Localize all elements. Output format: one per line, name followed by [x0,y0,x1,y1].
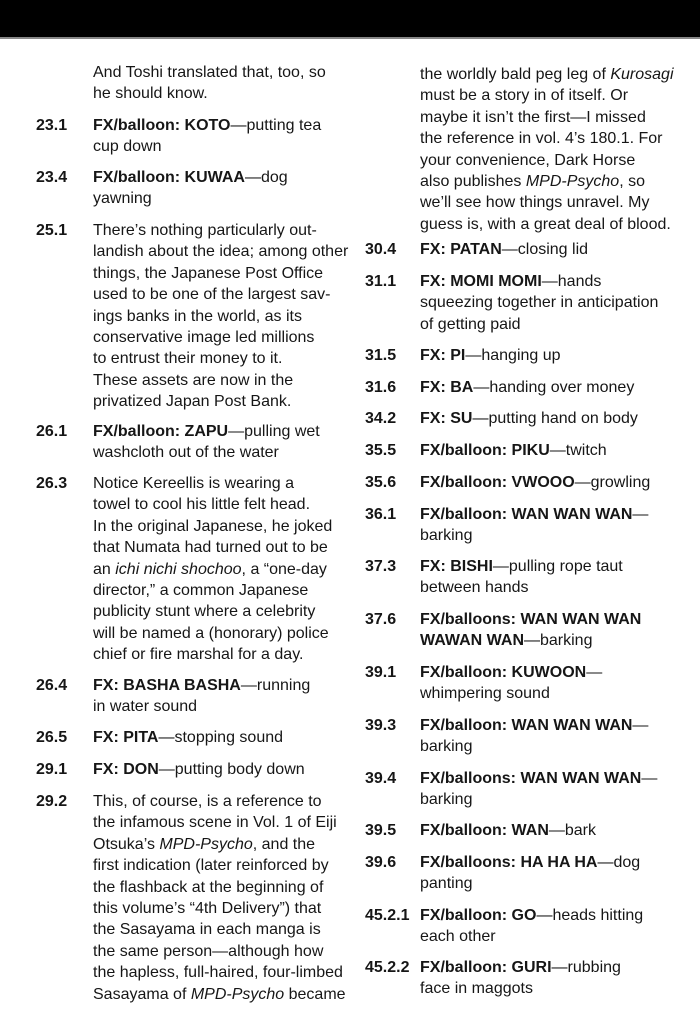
text-line [93,327,348,348]
text-line [420,736,648,757]
note-page-number: 37.6 [365,611,397,628]
note-text [420,715,648,758]
text-line [93,494,332,515]
text-line [420,789,657,810]
italic-title: MPD-Psycho [159,835,253,853]
sound-effect-label: FX: PITA [93,729,159,746]
note-page-number: 39.1 [365,664,397,681]
text-line [93,442,320,463]
text-run: that Numata had turned out to be [93,539,328,557]
sound-effect-label: FX: BA [420,379,474,396]
text-run: the flashback at the beginning of [93,878,324,896]
text-run: chief or fire marshal for a day. [93,646,304,664]
sound-effect-label: FX/balloon: VWOOO [420,474,575,491]
note-page-number: 25.1 [36,222,68,239]
text-run: landish about the idea; among other [93,243,349,261]
text-line [93,696,310,717]
text-run: this volume’s “4th Delivery”) that [93,900,322,918]
note-text [93,727,283,748]
text-run: of getting paid [420,315,521,333]
text-line [420,926,643,947]
text-line [420,556,623,577]
text-line [420,314,658,335]
text-run: —stopping sound [158,729,284,746]
note-text [93,473,332,666]
text-run: we’ll see how things unravel. My [420,194,650,212]
italic-title: MPD-Psycho [190,985,285,1003]
text-run: maybe it isn’t the first—I missed [420,108,646,126]
text-line [93,167,288,188]
text-run: yawning [93,190,152,208]
sound-effect-label: FX: BASHA BASHA [93,677,241,694]
text-line [93,791,346,812]
sound-effect-label: FX: MOMI MOMI [420,273,542,290]
text-line [93,855,346,876]
text-line [93,898,346,919]
text-line [420,85,674,106]
text-run: —putting tea [230,117,322,134]
note-text [93,220,348,413]
text-line [93,812,346,833]
note-text [93,421,320,464]
text-run: the Sasayama in each manga is [93,921,321,939]
text-line [93,136,321,157]
text-run: Sasayama of [93,985,191,1003]
text-run: —heads hitting [536,907,644,924]
text-run: — [586,664,603,681]
text-run: —handing over money [473,379,635,396]
text-run: privatized Japan Post Bank. [93,393,292,411]
note-page-number: 35.5 [365,442,397,459]
text-line [420,820,596,841]
text-run: —putting body down [158,761,305,778]
text-line [420,271,658,292]
text-run: —barking [524,632,593,650]
text-run: , a “one-day [241,560,327,578]
italic-title: ichi nichi shochoo [115,560,242,578]
text-run: in water sound [93,698,198,716]
header-bar [0,0,700,39]
sound-effect-label: FX: PATAN [420,241,502,258]
text-line [93,115,321,136]
sound-effect-label: FX/balloons: WAN WAN WAN [420,611,642,628]
text-run: — [632,717,649,734]
text-run: barking [420,791,473,809]
text-run: —growling [574,474,651,491]
note-page-number: 34.2 [365,410,397,427]
sound-effect-label: FX/balloon: KUWAA [93,169,245,186]
text-line [420,192,674,213]
sound-effect-label: FX/balloon: PIKU [420,442,550,459]
sound-effect-label: FX: DON [93,761,159,778]
sound-effect-label: FX/balloon: WAN WAN WAN [420,717,633,734]
note-text [93,675,310,718]
note-text [420,609,641,652]
text-run: And Toshi translated that, too, so [93,64,326,81]
text-run: —twitch [549,442,607,459]
text-line [420,377,634,398]
text-line [93,984,346,1005]
text-run: —running [240,677,311,694]
note-text [93,759,305,780]
text-run: washcloth out of the water [93,444,279,462]
text-run: —rubbing [551,959,621,976]
text-line [93,83,326,104]
text-line [93,348,348,369]
text-line [93,62,326,83]
text-line [93,759,305,780]
text-run: things, the Japanese Post Office [93,264,324,282]
sound-effect-label: FX: PI [420,347,466,364]
text-run: , and the [252,835,316,853]
text-run: —hanging up [465,347,561,364]
text-line [93,473,332,494]
text-run: — [632,506,649,523]
text-line [420,768,657,789]
text-line [93,962,346,983]
text-line [420,345,561,366]
text-run: Notice Kereellis is wearing a [93,475,294,492]
text-run: In the original Japanese, he joked [93,517,333,535]
text-run: These assets are now in the [93,371,294,389]
text-line [420,504,648,525]
text-line [93,421,320,442]
text-run: also publishes [420,173,526,191]
note-text [420,345,561,366]
text-run: face in maggots [420,980,533,998]
note-text [93,115,321,158]
note-text [420,504,648,547]
note-page-number: 26.1 [36,423,68,440]
text-line [420,150,674,171]
sound-effect-label: FX/balloon: GURI [420,959,552,976]
note-text [420,957,621,1000]
text-run: —dog [244,169,288,186]
text-run: towel to cool his little felt head. [93,496,311,514]
text-run: , so [619,173,645,191]
note-text [420,852,640,895]
text-run: publicity stunt where a celebrity [93,603,316,621]
text-line [420,978,621,999]
sound-effect-label: FX/balloon: WAN WAN WAN [420,506,633,523]
text-line [420,525,648,546]
note-text [420,768,657,811]
sound-effect-label: FX/balloons: HA HA HA [420,854,598,871]
text-line [420,292,658,313]
note-text [420,64,674,235]
text-line [93,220,348,241]
text-line [93,263,348,284]
text-line [420,957,621,978]
sound-effect-label: FX/balloon: GO [420,907,537,924]
text-line [420,715,648,736]
text-run: —putting hand on body [472,410,638,427]
note-page-number: 31.6 [365,379,397,396]
text-line [93,580,332,601]
text-line [420,171,674,192]
text-run: the infamous scene in Vol. 1 of Eiji [93,814,337,832]
text-run: used to be one of the largest sav- [93,286,331,304]
text-line [420,873,640,894]
text-run: —pulling rope taut [492,558,623,575]
note-page-number: 39.3 [365,717,397,734]
text-line [420,662,602,683]
text-run: squeezing together in anticipation [420,294,659,312]
text-line [93,834,346,855]
note-page-number: 29.1 [36,761,68,778]
text-run: each other [420,928,496,946]
note-page-number: 23.4 [36,169,68,186]
text-line [420,107,674,128]
text-line [420,239,588,260]
text-run: This, of course, is a reference to [93,793,322,810]
note-text [420,271,658,335]
text-line [420,577,623,598]
text-run: Otsuka’s [93,835,160,853]
text-line [93,877,346,898]
note-page-number: 26.5 [36,729,68,746]
note-text [420,440,607,461]
note-text [420,905,643,948]
note-page-number: 45.2.1 [365,907,410,924]
note-page-number: 26.3 [36,475,68,492]
note-text [93,62,326,105]
note-page-number: 30.4 [365,241,397,258]
text-run: director,” a common Japanese [93,582,309,600]
sound-effect-label: FX/balloon: WAN [420,822,549,839]
text-run: There’s nothing particularly out- [93,222,317,239]
text-line [420,905,643,926]
note-page-number: 31.5 [365,347,397,364]
text-line [420,408,638,429]
text-line [420,852,640,873]
note-page-number: 26.4 [36,677,68,694]
text-run: your convenience, Dark Horse [420,151,636,169]
text-line [420,609,641,630]
text-run: panting [420,875,473,893]
text-line [93,241,348,262]
text-run: cup down [93,138,162,156]
sound-effect-label: FX/balloon: KUWOON [420,664,587,681]
italic-title: Kurosagi [610,66,674,83]
note-page-number: 35.6 [365,474,397,491]
text-line [93,537,332,558]
text-run: —dog [597,854,641,871]
sound-effect-label: FX/balloon: KOTO [93,117,231,134]
text-line [93,675,310,696]
text-run: the hapless, full-haired, four-limbed [93,964,343,982]
text-line [93,727,283,748]
text-line [93,644,332,665]
note-page-number: 31.1 [365,273,397,290]
text-run: to entrust their money to it. [93,350,283,368]
text-run: the worldly bald peg leg of [420,66,611,83]
note-text [93,791,346,1005]
text-run: barking [420,527,473,545]
text-run: the reference in vol. 4’s 180.1. For [420,130,663,148]
italic-title: MPD-Psycho [525,173,620,191]
note-text [420,472,650,493]
sound-effect-label: FX/balloons: WAN WAN WAN [420,770,642,787]
text-run: whimpering sound [420,685,550,703]
text-line [93,284,348,305]
text-run: guess is, with a great deal of blood. [420,215,671,233]
text-line [420,64,674,85]
text-run: —hands [541,273,602,290]
text-run: an [93,560,116,578]
note-page-number: 45.2.2 [365,959,410,976]
note-page-number: 39.5 [365,822,397,839]
text-line [93,941,346,962]
text-line [93,559,332,580]
sound-effect-label: FX: SU [420,410,473,427]
text-run: —pulling wet [228,423,320,440]
text-run: —closing lid [501,241,589,258]
note-page-number: 36.1 [365,506,397,523]
note-text [420,239,588,260]
text-run: first indication (later reinforced by [93,857,329,875]
text-run: must be a story in of itself. Or [420,87,629,105]
note-text [420,662,602,705]
text-run: —bark [548,822,596,839]
text-run: the same person—although how [93,942,324,960]
text-line [420,630,641,651]
note-page-number: 39.4 [365,770,397,787]
text-run: became [284,985,346,1003]
text-line [93,919,346,940]
text-run: will be named a (honorary) police [93,624,329,642]
text-line [420,128,674,149]
text-run: ings banks in the world, as its [93,307,302,325]
text-run: between hands [420,579,529,597]
note-text [420,556,623,599]
text-run: conservative image led millions [93,329,315,347]
text-line [93,188,288,209]
note-page-number: 23.1 [36,117,68,134]
text-line [420,440,607,461]
note-text [420,408,638,429]
text-run: — [641,770,658,787]
note-text [420,377,634,398]
note-page-number: 37.3 [365,558,397,575]
text-line [420,472,650,493]
note-page-number: 39.6 [365,854,397,871]
text-line [93,370,348,391]
text-run: barking [420,738,473,756]
text-line [93,516,332,537]
text-line [93,601,332,622]
sound-effect-label: FX/balloon: ZAPU [93,423,229,440]
note-text [93,167,288,210]
text-run: he should know. [93,85,208,103]
text-line [420,683,602,704]
text-line [93,306,348,327]
text-line [93,623,332,644]
text-line [93,391,348,412]
note-page-number: 29.2 [36,793,68,810]
sound-effect-label: FX: BISHI [420,558,493,575]
sound-effect-label: WAWAN WAN [420,632,524,650]
note-text [420,820,596,841]
text-line [420,214,674,235]
